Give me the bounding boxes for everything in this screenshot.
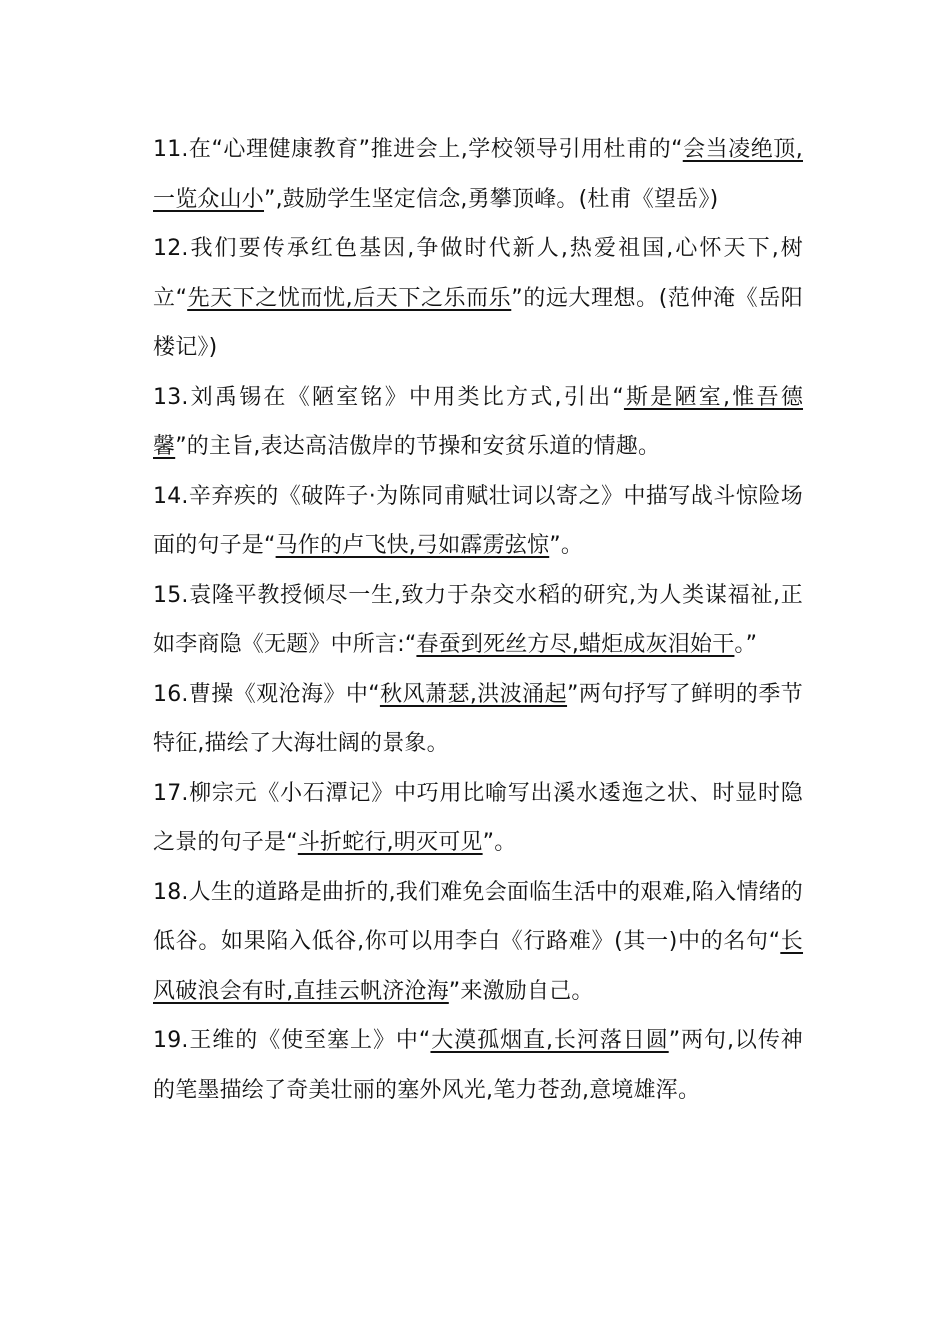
answer-text: 斯是陋室,惟吾德馨 [153,384,804,459]
answer-text: 会当凌绝顶,一览众山小 [153,137,803,212]
question-19 [153,1016,803,1115]
answer-text: 长风破浪会有时,直挂云帆济沧海 [153,929,804,1004]
question-14 [153,472,803,571]
question-11 [153,125,803,224]
question-text: 15.袁隆平教授倾尽一生,致力于杂交水稻的研究,为人类谋福祉,正如李商隐《无题》中所言:“ [153,582,803,657]
document-page [153,125,803,1115]
question-text: ”两句,以传神的笔墨描绘了奇美壮丽的塞外风光,笔力苍劲,意境雄浑。 [153,1028,804,1103]
question-text: ”的远大理想。(范仲淹《岳阳楼记》) [153,285,803,360]
question-text: ”来激励自己。 [448,978,594,1004]
question-text: 11.在“心理健康教育”推进会上,学校领导引用杜甫的“ [153,137,683,162]
answer-text: 先天下之忧而忧,后天下之乐而乐 [187,285,512,311]
question-text: ”。 [482,830,517,855]
answer-text: 秋风萧瑟,洪波涌起 [379,681,568,707]
answer-text: 马作的卢飞快,弓如霹雳弦惊 [275,533,550,558]
question-17 [153,769,803,868]
question-18 [153,868,803,1017]
question-text: 。” [734,632,758,657]
question-text: ”的主旨,表达高洁傲岸的节操和安贫乐道的情趣。 [175,434,661,459]
answer-text: 春蚕到死丝方尽,蜡炬成灰泪始干 [416,632,735,657]
question-text: 19.王维的《使至塞上》中“ [153,1028,431,1053]
question-text: 14.辛弃疾的《破阵子·为陈同甫赋壮词以寄之》中描写战斗惊险场面的句子是“ [153,483,803,558]
question-text: 16.曹操《观沧海》中“ [153,681,380,707]
question-text: 13.刘禹锡在《陋室铭》中用类比方式,引出“ [153,384,624,410]
question-text: 17.柳宗元《小石潭记》中巧用比喻写出溪水逶迤之状、时显时隐之景的句子是“ [153,780,803,855]
question-text: ”。 [549,533,584,558]
question-text: ”,鼓励学生坚定信念,勇攀顶峰。(杜甫《望岳》) [264,186,719,212]
question-16 [153,670,803,769]
question-text: 12.我们要传承红色基因,争做时代新人,热爱祖国,心怀天下,树立“ [153,236,803,311]
answer-text: 大漠孤烟直,长河落日圆 [430,1028,669,1053]
question-text: 18.人生的道路是曲折的,我们难免会面临生活中的艰难,陷入情绪的低谷。如果陷入低谷,你可以用李白《行路难》(其一)中的名句“ [153,879,803,954]
question-text: ”两句抒写了鲜明的季节特征,描绘了大海壮阔的景象。 [153,681,803,756]
question-15 [153,571,803,670]
question-13 [153,373,803,472]
question-12 [153,224,803,373]
answer-text: 斗折蛇行,明灭可见 [297,830,483,855]
